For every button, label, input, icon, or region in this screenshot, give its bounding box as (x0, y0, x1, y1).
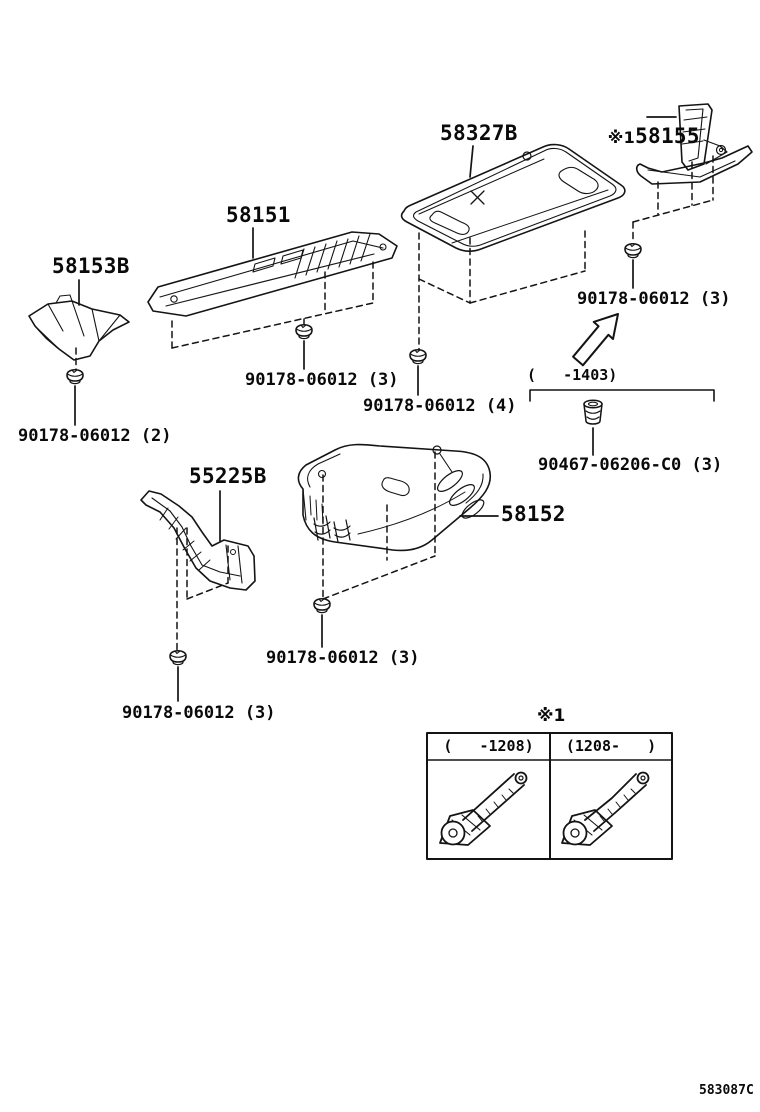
fastener-label-90178-06012-3b: 90178-06012 (3) (577, 289, 731, 309)
part-55225b-drawing (141, 491, 255, 590)
variant-table-header-late: (1208- ) (565, 737, 657, 755)
part-label-58327b: 58327B (440, 121, 518, 145)
fastener-label-90178-06012-4: 90178-06012 (4) (363, 396, 517, 416)
date-range-label-1403: ( -1403) (527, 366, 618, 384)
part-58152-drawing (298, 445, 490, 551)
part-label-58153b: 58153B (52, 254, 130, 278)
reference-mark: ※1 (607, 128, 636, 148)
variant-table-header-early: ( -1208) (443, 737, 534, 755)
drawing-code: 583087C (699, 1083, 754, 1098)
variant-part-late-drawing (562, 773, 649, 846)
part-label-58151: 58151 (226, 203, 291, 227)
grommet-icon (584, 400, 602, 424)
fastener-label-90178-06012-2: 90178-06012 (2) (18, 426, 172, 446)
part-label-58155: ※158155 (607, 124, 700, 149)
variant-table-ref-mark: ※1 (537, 706, 566, 726)
fastener-label-90467-06206: 90467-06206-C0 (3) (538, 455, 723, 475)
part-58151-drawing (148, 232, 397, 316)
part-label-55225b: 55225B (189, 464, 267, 488)
direction-arrow-icon (573, 314, 618, 365)
variant-part-early-drawing (440, 773, 527, 846)
fastener-label-90178-06012-3a: 90178-06012 (3) (245, 370, 399, 390)
fastener-label-90178-06012-3d: 90178-06012 (3) (122, 703, 276, 723)
part-label-58152: 58152 (501, 502, 566, 526)
fastener-label-90178-06012-3c: 90178-06012 (3) (266, 648, 420, 668)
date-range-bracket (530, 390, 714, 401)
